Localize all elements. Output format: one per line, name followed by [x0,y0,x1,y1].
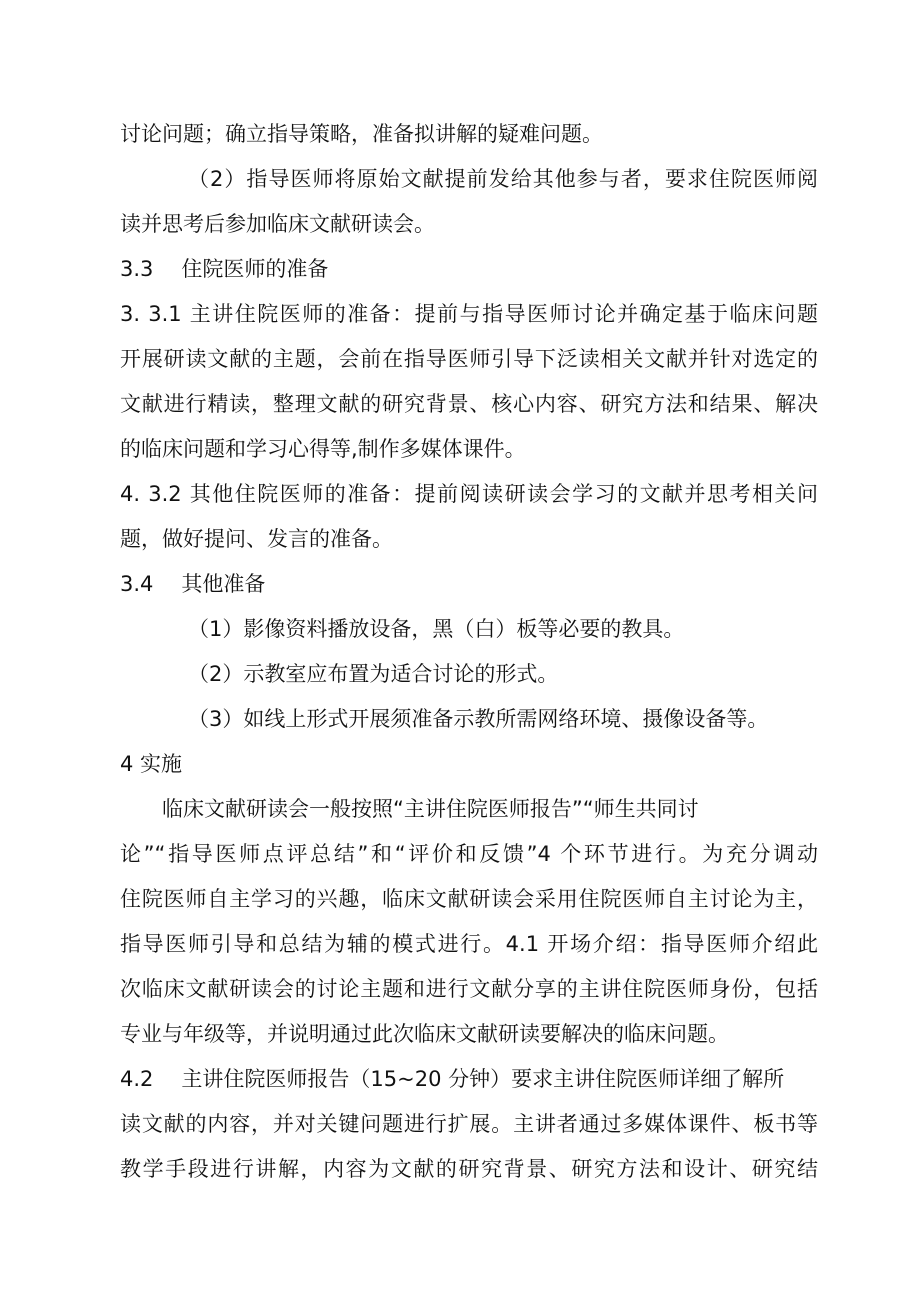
section-heading-3-3 [120,247,818,292]
section-title: 住院医师的准备 [181,257,329,281]
paragraph-line: （2）指导医师将原始文献提前发给其他参与者，要求住院医师阅 [188,167,818,191]
paragraph-line: 读并思考后参加临床文献研读会。 [120,212,435,236]
list-item: （2）示教室应布置为适合讨论的形式。 [188,662,559,686]
section-number: 3.3 [120,257,154,281]
paragraph-line: 3. 3.1 主讲住院医师的准备：提前与指导医师讨论并确定基于临床问题 [120,302,818,326]
paragraph-line: 4. 3.2 其他住院医师的准备：提前阅读研读会学习的文献并思考相关问 [120,482,818,506]
list-item: （3）如线上形式开展须准备示教所需网络环境、摄像设备等。 [188,707,769,731]
section-heading-4-2 [120,1057,818,1102]
paragraph-line: 讨论问题；确立指导策略，准备拟讲解的疑难问题。 [120,122,603,146]
document-body [120,112,818,1192]
section-heading-3-4 [120,562,818,607]
paragraph-line: 住院医师自主学习的兴趣，临床文献研读会采用住院医师自主讨论为主， [120,887,818,911]
paragraph-line: 专业与年级等，并说明通过此次临床文献研读要解决的临床问题。 [120,1022,729,1046]
paragraph-line: 论”“指导医师点评总结”和“评价和反馈”4 个环节进行。为充分调动 [120,842,818,866]
paragraph-line: 教学手段进行讲解，内容为文献的研究背景、研究方法和设计、研究结 [120,1157,818,1181]
section-number: 3.4 [120,572,154,596]
paragraph-line: 临床文献研读会一般按照“主讲住院医师报告”“师生共同讨 [162,797,699,821]
section-text: 主讲住院医师报告（15~20 分钟）要求主讲住院医师详细了解所 [181,1067,785,1091]
section-heading-4: 4 实施 [120,752,183,776]
paragraph-line: 指导医师引导和总结为辅的模式进行。4.1 开场介绍：指导医师介绍此 [120,932,818,956]
paragraph-line: 开展研读文献的主题，会前在指导医师引导下泛读相关文献并针对选定的 [120,347,818,371]
paragraph-line: 读文献的内容，并对关键问题进行扩展。主讲者通过多媒体课件、板书等 [120,1112,818,1136]
section-number: 4.2 [120,1067,154,1091]
paragraph-line: 题，做好提问、发言的准备。 [120,527,393,551]
section-title: 其他准备 [181,572,266,596]
paragraph-line: 的临床问题和学习心得等,制作多媒体课件。 [120,437,526,461]
paragraph-line: 文献进行精读，整理文献的研究背景、核心内容、研究方法和结果、解决 [120,392,818,416]
paragraph-line: 次临床文献研读会的讨论主题和进行文献分享的主讲住院医师身份，包括 [120,977,818,1001]
list-item: （1）影像资料播放设备，黑（白）板等必要的教具。 [188,617,685,641]
